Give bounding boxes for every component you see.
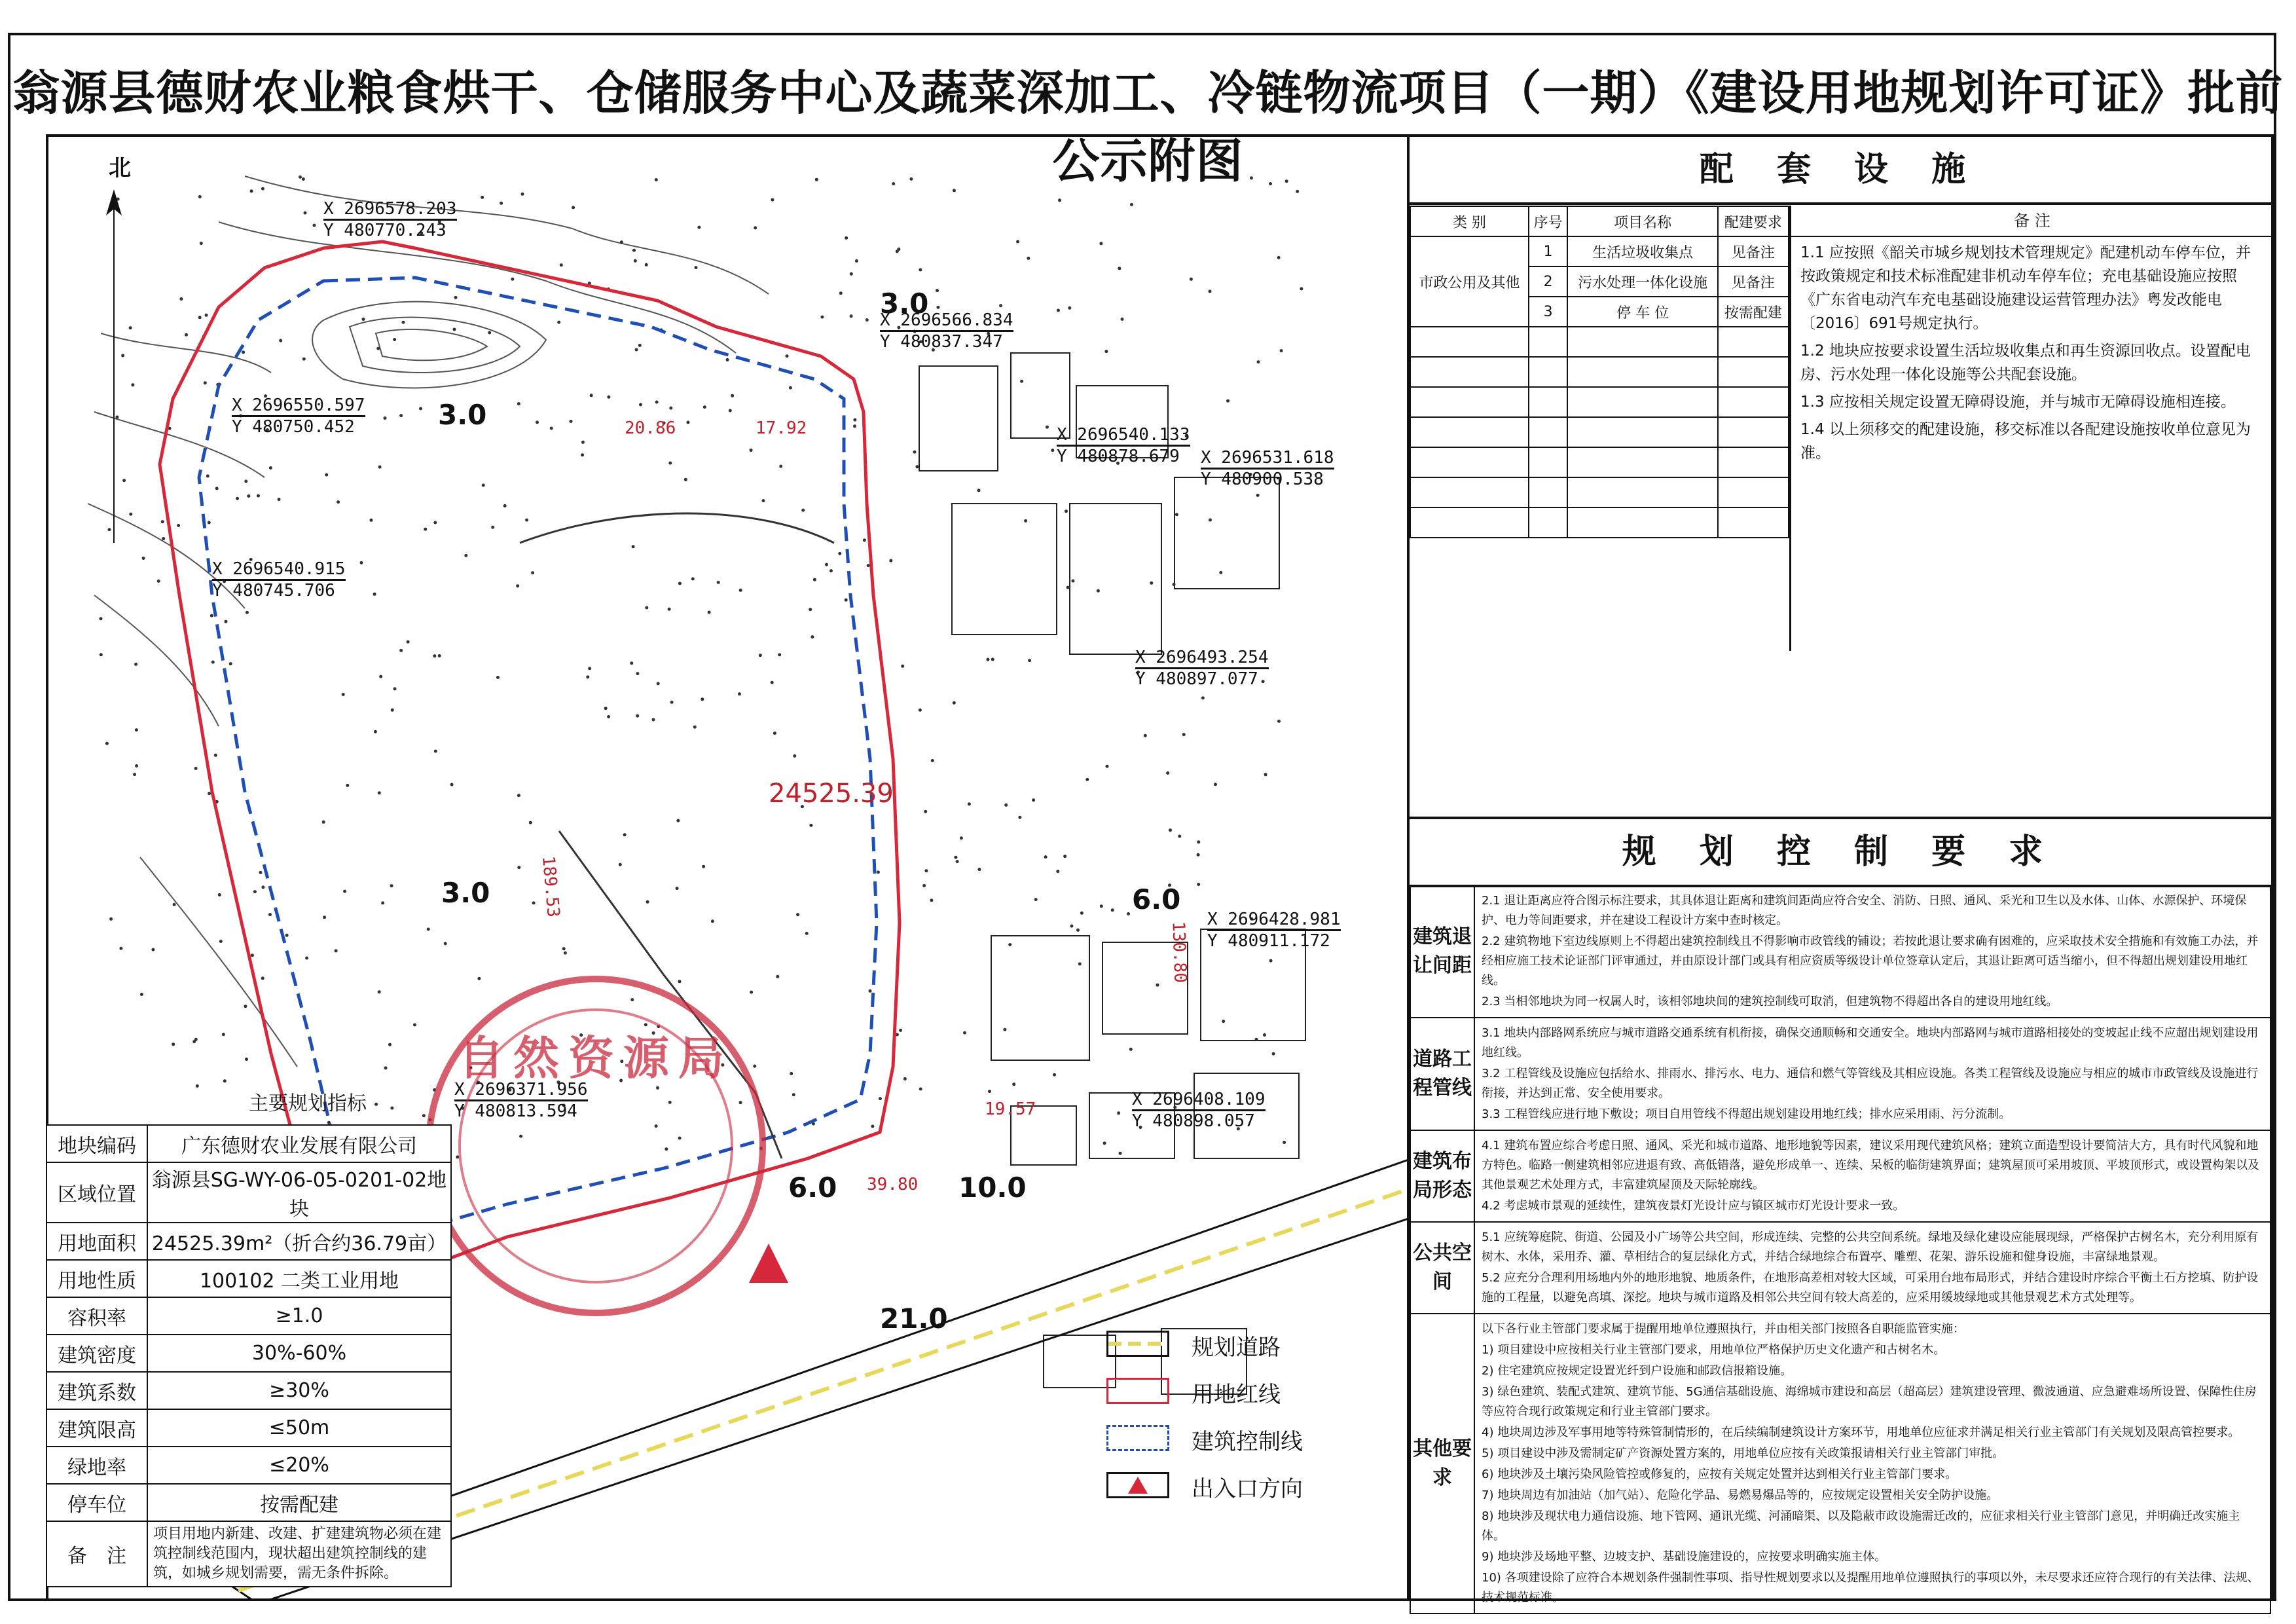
control-category: 公共空间 — [1410, 1222, 1474, 1314]
setback-label: 10.0 — [958, 1172, 1027, 1204]
index-key: 区域位置 — [46, 1162, 147, 1223]
coordinate-label: X 2696428.981 Y 480911.172 — [1207, 910, 1341, 951]
index-row — [46, 1297, 451, 1335]
coordinate-label: X 2696578.203 Y 480770.243 — [323, 199, 457, 240]
index-row — [46, 1162, 451, 1223]
map-legend — [1106, 1323, 1381, 1511]
index-row — [46, 1335, 451, 1372]
coordinate-label: X 2696566.834 Y 480837.347 — [880, 310, 1013, 352]
index-value: 广东德财农业发展有限公司 — [147, 1125, 451, 1162]
page-title: 翁源县德财农业粮食烘干、仓储服务中心及蔬菜深加工、冷链物流项目（一期）《建设用地规划许可证》批前公示附图 — [12, 65, 2284, 189]
official-seal — [426, 976, 766, 1316]
index-row — [46, 1260, 451, 1297]
index-value: ≤20% — [147, 1447, 451, 1484]
site-area-label: 24525.39 — [769, 779, 894, 809]
setback-label: 6.0 — [788, 1172, 837, 1204]
control-line: 9) 地块涉及场地平整、边坡支护、基础设施建设的，应按要求明确实施主体。 — [1482, 1550, 1887, 1564]
control-line: 6) 地块涉及土壤污染风险管控或修复的，应按有关规定处置并达到相关行业主管部门要求。 — [1482, 1467, 1958, 1481]
control-section — [1410, 885, 2270, 1018]
coordinate-label: X 2696493.254 Y 480897.077 — [1135, 648, 1269, 689]
facility-category: 市政公用及其他 — [1410, 236, 1529, 327]
dimension-label: 19.57 — [985, 1099, 1036, 1119]
index-value: ≤50m — [147, 1409, 451, 1447]
control-section — [1410, 1130, 2270, 1222]
index-row — [46, 1372, 451, 1409]
control-line: 5.2 应充分合理利用场地内外的地形地貌、地质条件，在地形高差相对较大区域，可采用台地布局形式，并结合建设时序综合平衡土石方挖填、防护设施的工程量，以避免高填、深挖。地块与城市道路及相邻公共空间有较大高差的，应采用缓坡绿地或其他景观艺术方式处理等。 — [1482, 1271, 2259, 1304]
index-key: 用地面积 — [46, 1223, 147, 1260]
control-line: 3.2 工程管线及设施应包括给水、排雨水、排污水、电力、通信和燃气等管线及其相应设施。各类工程管线及设施应与相应的城市市政管线及设施进行衔接，并达到正常、安全使用要求。 — [1482, 1067, 2259, 1100]
control-line: 4.1 建筑布置应综合考虑日照、通风、采光和城市道路、地形地貌等因素，建议采用现代建筑风格；建筑立面造型设计要简洁大方，具有时代风貌和地方特色。临路一侧建筑相邻应进退有致、高低错落，避免形成单一、连续、呆板的临街建筑界面；建筑屋顶可采用坡顶、平坡顶形式，或设置构架以及其他景观艺术处理方式，丰富建筑屋顶及天际轮廓线。 — [1482, 1139, 2259, 1192]
index-key: 容积率 — [46, 1297, 147, 1335]
index-value: 按需配建 — [147, 1484, 451, 1521]
index-key: 建筑密度 — [46, 1335, 147, 1372]
control-line: 4) 地块周边涉及军事用地等特殊管制情形的，在后续编制建筑设计方案环节，用地单位应征求并满足相关行业主管部门有关规划及限高管控要求。 — [1482, 1426, 2240, 1439]
control-section — [1410, 1222, 2270, 1314]
control-line: 3.1 地块内部路网系统应与城市道路交通系统有机衔接，确保交通顺畅和交通安全。地块内部路网与城市道路相接处的变坡起止线不应超出规划建设用地红线。 — [1482, 1026, 2259, 1060]
facilities-table: 类 别 序号 项目名称 配建要求 市政公用及其他 1 生活垃圾收集点 见备注 2 污水处理一体化设施 见备注 3 停 车 位 按需配建 — [1410, 206, 1789, 538]
control-line: 2.1 退让距离应符合图示标注要求，其具体退让距离和建筑间距尚应符合安全、消防、日照、通风、采光和卫生以及水体、山体、水源保护、环境保护、电力等间距要求，并在建设工程设计方案中查时核定。 — [1482, 894, 2247, 927]
control-text — [1474, 1222, 2270, 1314]
dimension-label: 39.80 — [867, 1175, 919, 1194]
red-line-swatch-icon — [1106, 1378, 1169, 1404]
control-line: 4.2 考虑城市景观的延续性，建筑夜景灯光设计应与镇区城市灯光设计要求一致。 — [1482, 1199, 1905, 1213]
planning-index-table — [46, 1124, 452, 1587]
coordinate-label: X 2696531.618 Y 480900.538 — [1201, 448, 1334, 489]
setback-label: 6.0 — [1132, 883, 1181, 915]
seal-text: 自然资源局 — [458, 1031, 733, 1085]
dimension-label: 189.53 — [538, 855, 563, 919]
coordinate-label: X 2696540.133 Y 480878.679 — [1057, 425, 1190, 466]
field-dots — [100, 175, 1303, 1159]
control-line: 3) 绿色建筑、装配式建筑、建筑节能、5G通信基础设施、海绵城市建设和高层（超高层）建筑建设管理、微波通道、应急避难场所设置、保障性住房等应符合现行政策规定和行业主管部门要求。 — [1482, 1385, 2257, 1418]
control-line-swatch-icon — [1106, 1425, 1169, 1451]
index-row — [46, 1521, 451, 1587]
control-line: 5) 项目建设中涉及需制定矿产资源处置方案的，用地单位应按有关政策报请相关行业主管部门审批。 — [1482, 1447, 2005, 1460]
control-category: 建筑退让间距 — [1410, 885, 1474, 1018]
index-row — [46, 1447, 451, 1484]
control-line: 2.3 当相邻地块为同一权属人时，该相邻地块间的建筑控制线可取消，但建筑物不得超出各自的建设用地红线。 — [1482, 995, 2058, 1008]
coordinate-label: X 2696550.597 Y 480750.452 — [232, 396, 365, 437]
legend-item: 建筑控制线 — [1106, 1417, 1381, 1464]
index-title: 主要规划指标 — [249, 1092, 367, 1115]
control-line: 以下各行业主管部门要求属于提醒用地单位遵照执行，并由相关部门按照各自职能监管实施： — [1482, 1322, 1965, 1336]
control-line: 5.1 应统筹庭院、街道、公园及小广场等公共空间，形成连续、完整的公共空间系统。绿地及绿化建设应能展现绿，严格保护古树名木，充分利用原有树木、水体，采用乔、灌、草相结合的复层绿化方式，并结合绿地综合布置亭、雕塑、花架、游乐设施和健身设施，丰富绿地景观。 — [1482, 1230, 2259, 1264]
control-category: 其他要求 — [1410, 1314, 1474, 1614]
control-line: 7) 地块周边有加油站（加气站）、危险化学品、易燃易爆品等的，应按规定设置相关安全防护设施。 — [1482, 1488, 1999, 1502]
terrain-contours — [88, 176, 769, 1067]
index-key: 建筑系数 — [46, 1372, 147, 1409]
index-value: 翁源县SG-WY-06-05-0201-02地块 — [147, 1162, 451, 1223]
legend-item: 用地红线 — [1106, 1370, 1381, 1417]
setback-label: 3.0 — [441, 877, 490, 909]
road-swatch-icon — [1106, 1331, 1169, 1357]
control-category: 道路工程管线 — [1410, 1018, 1474, 1130]
index-row — [46, 1484, 451, 1521]
index-row — [46, 1125, 451, 1162]
dimension-label: 130.80 — [1168, 921, 1190, 984]
control-line: 10) 各项建设除了应符合本规划条件强制性事项、指导性规划要求以及提醒用地单位遵照执行的事项以外，未尽要求还应符合现行的有关法律、法规、技术规范标准。 — [1482, 1571, 2259, 1604]
index-value: 24525.39m²（折合约36.79亩） — [147, 1223, 451, 1260]
facilities-notes: 备 注 1.1 应按照《韶关市城乡规划技术管理规定》配建机动车停车位，并按政策规定和技术标准配建非机动车停车位；充电基础设施应按照《广东省电动汽车充电基础设施建设运营管理办法》粤发改能电〔2016〕691号规定执行。 1.2 地块应按要求设置生活垃圾收集点和再生资源回收点。设置配电房、污水处理一体化设施等公共配套设施。 1.3 应按相关规定设置无障碍设施，并与城市无障碍设施相连接。 1.4 以上须移交的配建设施，移交标准以各配建设施按收单位意见为准。 — [1789, 206, 2273, 651]
surrounding-buildings — [919, 353, 1305, 1394]
setback-label: 3.0 — [438, 399, 487, 431]
index-row — [46, 1409, 451, 1447]
control-line: 8) 地块涉及现状电力通信设施、地下管网、通讯光缆、河涌暗渠、以及隐蔽市政设施需迁改的，应征求相关行业主管部门意见，并明确迁改实施主体。 — [1482, 1509, 2240, 1543]
index-key: 绿地率 — [46, 1447, 147, 1484]
control-heading: 规 划 控 制 要 求 — [1410, 817, 2271, 887]
index-value: 30%-60% — [147, 1335, 451, 1372]
control-line: 2) 住宅建筑应按规定设置光纤到户设施和邮政信报箱设施。 — [1482, 1364, 1793, 1378]
side-panel — [1410, 134, 2274, 1604]
legend-item: 规划道路 — [1106, 1323, 1381, 1370]
coordinate-label: X 2696371.956 Y 480813.594 — [454, 1080, 588, 1121]
facilities-heading: 配 套 设 施 — [1410, 137, 2271, 205]
index-key: 建筑限高 — [46, 1409, 147, 1447]
index-value: 100102 二类工业用地 — [147, 1260, 451, 1297]
index-key: 备 注 — [46, 1521, 147, 1587]
control-section — [1410, 1314, 2270, 1614]
control-line: 1) 项目建设中应按相关行业主管部门要求，用地单位严格保护历史文化遗产和古树名木。 — [1482, 1343, 1946, 1357]
index-row — [46, 1223, 451, 1260]
coordinate-label: X 2696408.109 Y 480898.057 — [1132, 1090, 1266, 1131]
control-requirements-table — [1410, 885, 2271, 1614]
control-text — [1474, 885, 2270, 1018]
index-key: 停车位 — [46, 1484, 147, 1521]
control-line: 3.3 工程管线应进行地下敷设；项目自用管线不得超出规划建设用地红线；排水应采用雨、污分流制。 — [1482, 1107, 2011, 1121]
index-value: ≥1.0 — [147, 1297, 451, 1335]
entrance-arrow-icon — [749, 1244, 788, 1283]
control-section — [1410, 1018, 2270, 1130]
coordinate-label: X 2696540.915 Y 480745.706 — [212, 559, 346, 600]
index-value: 项目用地内新建、改建、扩建建筑物必须在建筑控制线范围内，现状超出建筑控制线的建筑，如城乡规划需要，需无条件拆除。 — [147, 1521, 451, 1587]
setback-label: 3.0 — [880, 287, 929, 320]
north-label: 北 — [109, 155, 131, 181]
index-key: 用地性质 — [46, 1260, 147, 1297]
dimension-label: 20.86 — [625, 418, 676, 438]
control-text — [1474, 1130, 2270, 1222]
control-category: 建筑布局形态 — [1410, 1130, 1474, 1222]
index-value: ≥30% — [147, 1372, 451, 1409]
setback-label: 21.0 — [880, 1302, 948, 1335]
control-line: 2.2 建筑物地下室边线原则上不得超出建筑控制线且不得影响市政管线的铺设；若按此退让要求确有困难的，应采取技术安全措施和有效施工办法，并经相应施工技术论证部门评审通过，并由原设计部门或具有相应资质等级设计单位签章认定后，其退让距离可适当缩小，但不得超出规划建设用地红线。 — [1482, 934, 2259, 987]
control-text — [1474, 1314, 2270, 1614]
legend-item: 出入口方向 — [1106, 1464, 1381, 1511]
dimension-label: 17.92 — [756, 418, 807, 438]
entrance-swatch-icon — [1106, 1472, 1169, 1498]
index-key: 地块编码 — [46, 1125, 147, 1162]
control-text — [1474, 1018, 2270, 1130]
